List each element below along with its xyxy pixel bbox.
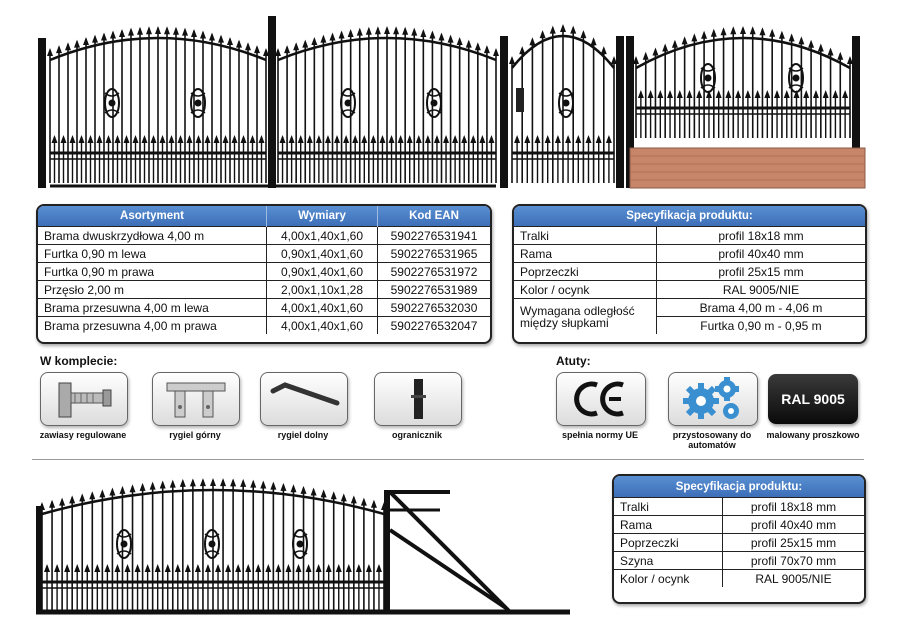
spacing-label: Wymagana odległość między słupkami <box>514 299 657 335</box>
spec-key: Rama <box>614 516 723 534</box>
table-row <box>38 263 490 281</box>
assortment-cell: Brama dwuskrzydłowa 4,00 m <box>38 227 267 245</box>
spec-value: profil 70x70 mm <box>723 552 865 570</box>
ean-cell: 5902276531989 <box>378 281 491 299</box>
spec-key: Kolor / ocynk <box>614 570 723 588</box>
spec-table-top <box>512 204 867 344</box>
hinge-icon <box>41 373 127 425</box>
included-label-hinge: zawiasy regulowane <box>39 430 127 440</box>
col-header-dimensions: Wymiary <box>267 206 378 227</box>
feature-label-ral: malowany proszkowo <box>766 430 860 440</box>
spec-key: Szyna <box>614 552 723 570</box>
spec-key: Poprzeczki <box>614 534 723 552</box>
gears-icon <box>669 373 757 425</box>
gears-thumbnail <box>668 372 758 426</box>
feature-label-ce: spełnia normy UE <box>561 430 639 440</box>
ean-cell: 5902276532047 <box>378 317 491 335</box>
table-row <box>614 516 864 534</box>
spec-key: Tralki <box>614 498 723 516</box>
spec-value: profil 18x18 mm <box>723 498 865 516</box>
table-row <box>614 570 864 588</box>
spec-value: profil 25x15 mm <box>657 263 866 281</box>
table-row <box>38 281 490 299</box>
table-row <box>38 227 490 245</box>
included-label-stopper: ogranicznik <box>391 430 442 440</box>
section-divider <box>32 459 864 460</box>
spec-table-bottom <box>612 474 866 604</box>
col-header-assortment: Asortyment <box>38 206 267 227</box>
spec-table-title: Specyfikacja produktu: <box>614 476 864 498</box>
bottom-bolt-icon <box>261 373 347 425</box>
included-label-bottom-bolt: rygiel dolny <box>277 430 329 440</box>
ean-cell: 5902276531941 <box>378 227 491 245</box>
table-row <box>38 299 490 317</box>
table-row <box>614 552 864 570</box>
table-row <box>38 245 490 263</box>
assortment-cell: Brama przesuwna 4,00 m prawa <box>38 317 267 335</box>
ral-badge-text: RAL 9005 <box>781 391 845 407</box>
assortment-cell: Przęsło 2,00 m <box>38 281 267 299</box>
assortment-cell: Brama przesuwna 4,00 m lewa <box>38 299 267 317</box>
ral-badge-icon <box>768 374 858 424</box>
spec-key: Tralki <box>514 227 657 245</box>
table-row <box>514 227 865 245</box>
stopper-icon <box>375 373 461 425</box>
features-title: Atuty: <box>556 354 591 368</box>
table-row <box>514 245 865 263</box>
spec-value: RAL 9005/NIE <box>723 570 865 588</box>
spec-table-title: Specyfikacja produktu: <box>514 206 865 227</box>
top-bolt-icon <box>153 373 239 425</box>
ean-cell: 5902276532030 <box>378 299 491 317</box>
stopper-thumbnail <box>374 372 462 426</box>
dimensions-cell: 4,00x1,40x1,60 <box>267 299 378 317</box>
spec-key: Rama <box>514 245 657 263</box>
included-label-top-bolt: rygiel górny <box>169 430 221 440</box>
table-row <box>514 299 865 317</box>
dimensions-cell: 0,90x1,40x1,60 <box>267 245 378 263</box>
spec-value: profil 25x15 mm <box>723 534 865 552</box>
included-title: W komplecie: <box>40 354 118 368</box>
spec-value: Furtka 0,90 m - 0,95 m <box>657 317 866 335</box>
feature-label-gears: przystosowany do automatów <box>672 430 752 450</box>
dimensions-cell: 0,90x1,40x1,60 <box>267 263 378 281</box>
assortment-cell: Furtka 0,90 m prawa <box>38 263 267 281</box>
table-row <box>514 281 865 299</box>
spec-key: Kolor / ocynk <box>514 281 657 299</box>
assortment-table <box>36 204 492 344</box>
spec-value: profil 40x40 mm <box>657 245 866 263</box>
hinge-thumbnail <box>40 372 128 426</box>
dimensions-cell: 4,00x1,40x1,60 <box>267 227 378 245</box>
spec-value: profil 40x40 mm <box>723 516 865 534</box>
ean-cell: 5902276531965 <box>378 245 491 263</box>
table-row <box>38 317 490 335</box>
col-header-ean: Kod EAN <box>378 206 491 227</box>
sliding-gate-illustration <box>30 470 575 620</box>
assortment-cell: Furtka 0,90 m lewa <box>38 245 267 263</box>
spec-value: RAL 9005/NIE <box>657 281 866 299</box>
table-row <box>514 263 865 281</box>
ce-mark-icon <box>557 373 645 425</box>
dimensions-cell: 4,00x1,40x1,60 <box>267 317 378 335</box>
ce-thumbnail <box>556 372 646 426</box>
table-row <box>614 534 864 552</box>
top-bolt-thumbnail <box>152 372 240 426</box>
bottom-bolt-thumbnail <box>260 372 348 426</box>
dimensions-cell: 2,00x1,10x1,28 <box>267 281 378 299</box>
spec-value: Brama 4,00 m - 4,06 m <box>657 299 866 317</box>
fence-products-illustration <box>30 8 870 193</box>
spec-value: profil 18x18 mm <box>657 227 866 245</box>
ean-cell: 5902276531972 <box>378 263 491 281</box>
spec-key: Poprzeczki <box>514 263 657 281</box>
table-row <box>614 498 864 516</box>
